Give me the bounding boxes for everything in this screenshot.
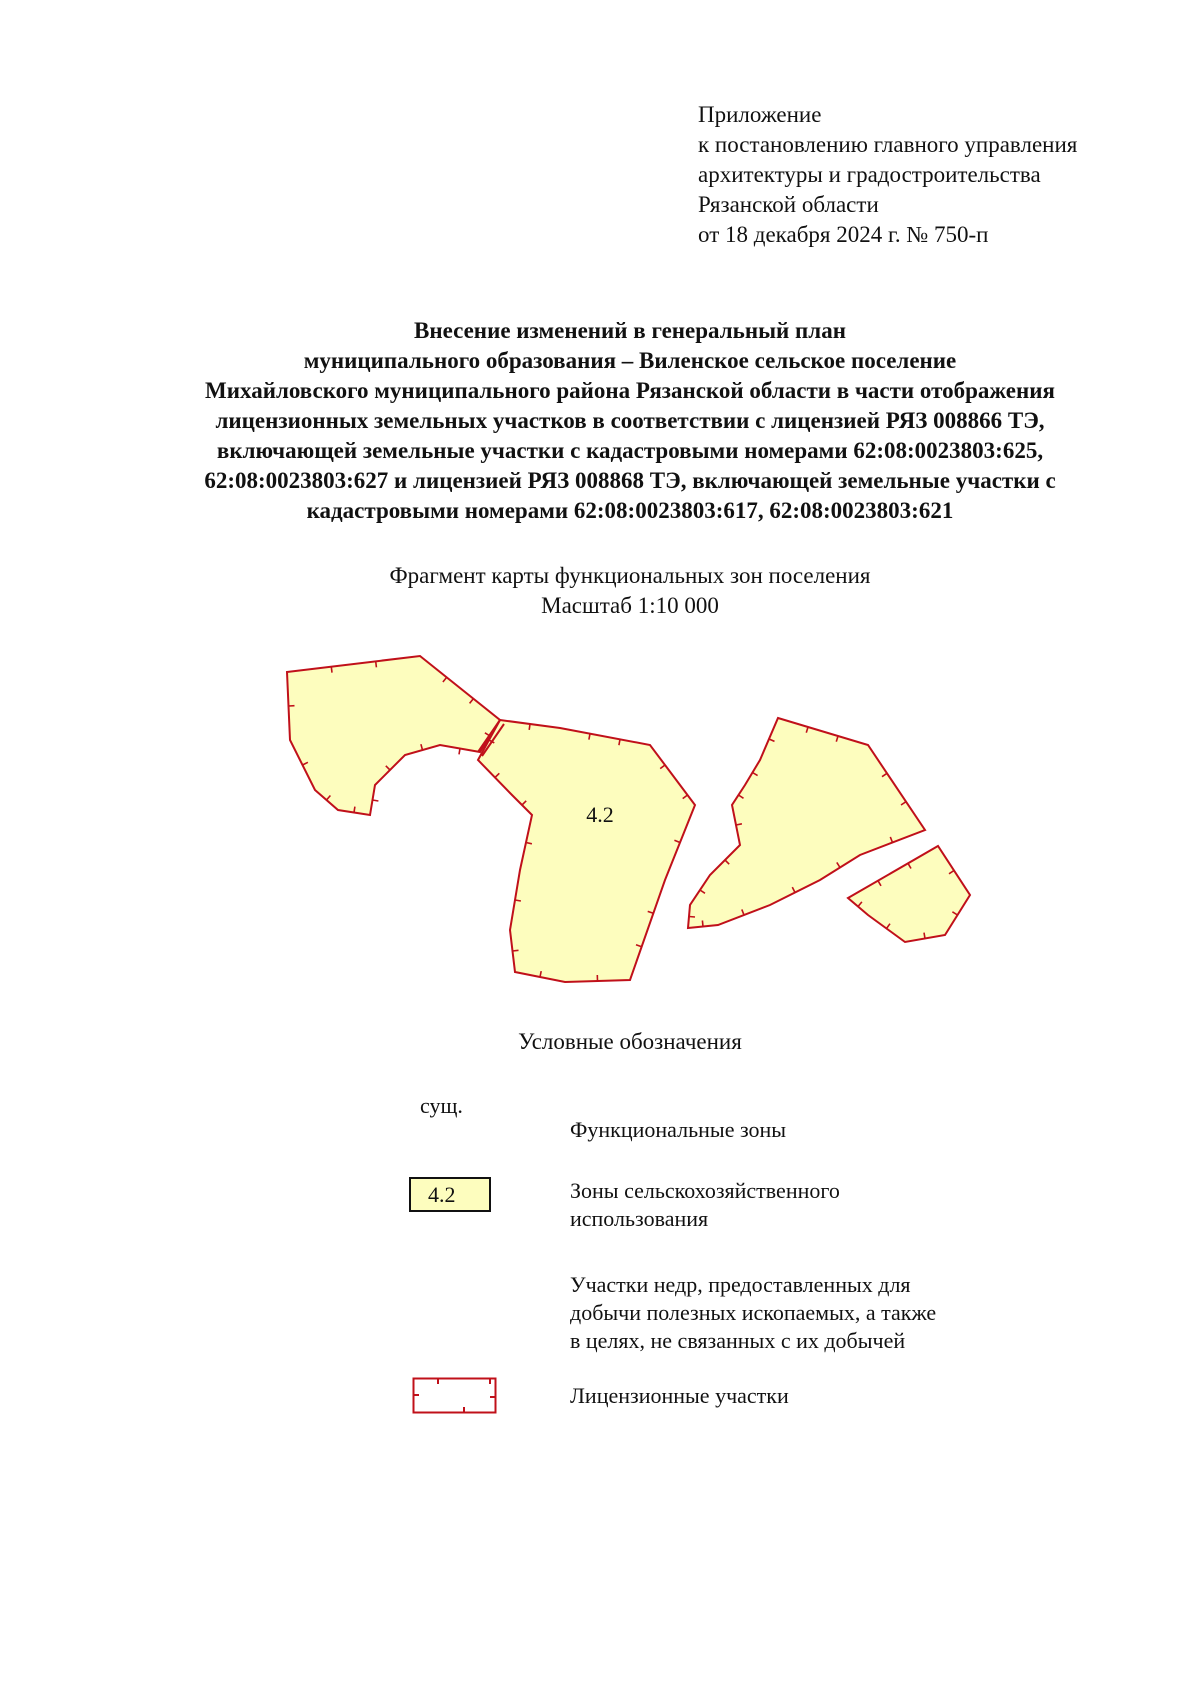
parcels-group [287,656,970,982]
map-scale: Масштаб 1:10 000 [541,593,719,618]
legend-zone-swatch [409,1177,491,1212]
legend-subsoil-line: в целях, не связанных с их добычей [570,1328,906,1353]
boundary-tick [373,800,379,801]
legend-licensed-text: Лицензионные участки [570,1383,789,1408]
title-line: Внесение изменений в генеральный план [414,318,846,343]
boundary-tick [529,724,530,730]
legend-title: Условные обозначения [518,1029,742,1054]
map-zone-label: 4.2 [586,802,614,827]
legend-subsoil-text [570,1271,936,1355]
legend-subsoil-line: Участки недр, предоставленных для [570,1272,911,1297]
appendix-line: Приложение [698,102,822,127]
appendix-date-line: от 18 декабря 2024 г. № 750-п [698,222,989,247]
appendix-line: Рязанской области [698,192,879,217]
appendix-line: архитектуры и градостроительства [698,162,1041,187]
title-line: лицензионных земельных участков в соответствии с лицензией РЯЗ 008866 ТЭ, [215,408,1045,433]
parcel-left-main [478,720,695,982]
title-line: кадастровыми номерами 62:08:0023803:617, 62:08:0023803:621 [306,498,954,523]
title-line: Михайловского муниципального района Рязанской области в части отображения [205,378,1055,403]
boundary-tick [515,900,521,901]
legend-functional-zones: Функциональные зоны [570,1117,787,1142]
title-line: 62:08:0023803:627 и лицензией РЯЗ 008868 ТЭ, включающей земельные участки с [204,468,1056,493]
legend-subsoil-line: добычи полезных ископаемых, а также [570,1300,937,1325]
legend-zone-code: 4.2 [428,1182,456,1207]
boundary-tick [513,950,519,951]
boundary-tick [619,739,620,745]
parcel-left-upper [287,656,500,815]
title-line: муниципального образования – Виленское сельское поселение [303,348,957,373]
title-line: включающей земельные участки с кадастровыми номерами 62:08:0023803:625, [216,438,1044,463]
boundary-tick [689,917,695,918]
legend-existing-label: сущ. [420,1093,463,1118]
legend-agri-zone-text [570,1177,840,1233]
parcel-right-small [848,846,970,942]
boundary-tick [459,749,460,755]
legend-agri-line: Зоны сельскохозяйственного [570,1178,840,1203]
appendix-line: к постановлению главного управления [698,132,1078,157]
legend-agri-line: использования [570,1206,709,1231]
boundary-tick [924,933,925,939]
legend-license-swatch [412,1377,498,1417]
boundary-tick [376,661,377,667]
boundary-tick [354,807,355,813]
boundary-tick [702,921,703,927]
boundary-tick [331,667,332,673]
boundary-tick [589,734,590,740]
map-fragment-caption: Фрагмент карты функциональных зон поселения [389,563,871,588]
